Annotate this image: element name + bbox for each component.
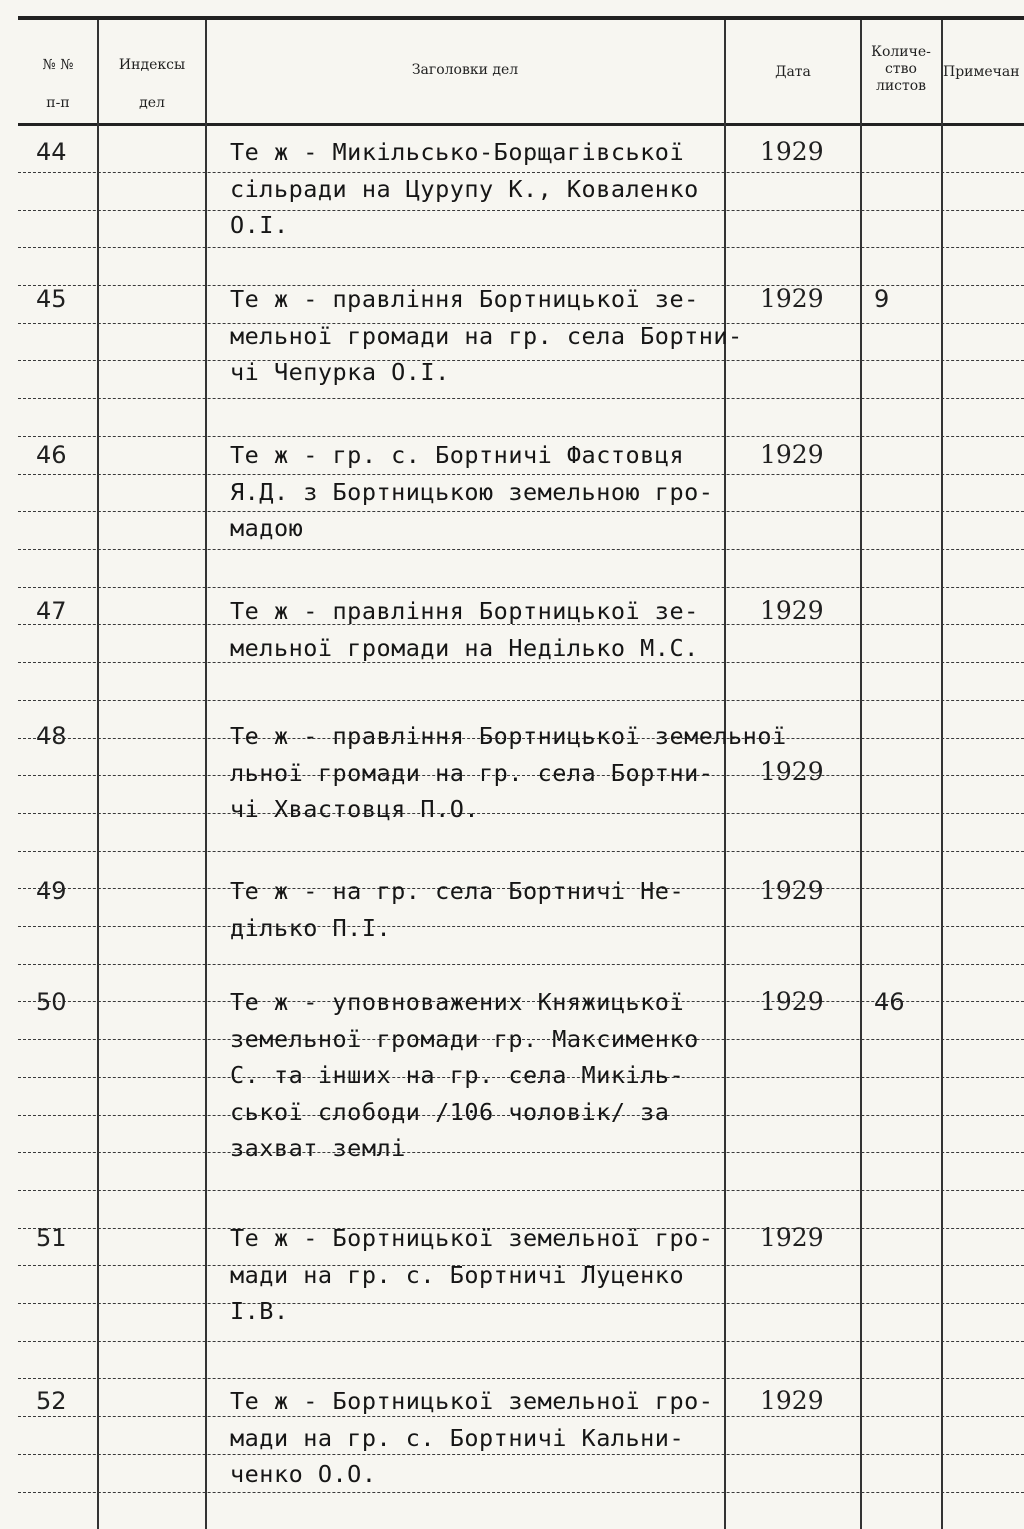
record-date: 1929 (760, 987, 824, 1016)
record-number: 52 (36, 1387, 67, 1415)
record-number: 45 (36, 285, 67, 313)
record-date: 1929 (760, 876, 824, 905)
ruled-line (18, 247, 1024, 248)
record-title-line: І.В. (230, 1297, 289, 1325)
ruled-line (18, 1378, 1024, 1379)
record-title-line: ської слободи /106 чоловік/ за (230, 1097, 670, 1126)
record-title-line: земельної громади гр. Максименко (230, 1024, 699, 1053)
record-sheet-count: 46 (874, 988, 905, 1016)
ruled-line (18, 1190, 1024, 1191)
record-date: 1929 (760, 1223, 824, 1252)
record-title-line: Те ж - Микільсько-Борщагівської (230, 138, 685, 166)
record-date: 1929 (760, 137, 824, 166)
record-title (230, 873, 790, 946)
record-date: 1929 (760, 1386, 824, 1415)
record-title (230, 1220, 790, 1330)
record-title-line: Те ж - правління Бортницької зе- (230, 597, 699, 625)
record-title (230, 593, 790, 666)
top-border (18, 16, 1024, 20)
record-title-line: Те ж - правління Бортницької земельної (230, 722, 787, 750)
ruled-line (18, 700, 1024, 701)
ruled-line (18, 398, 1024, 399)
ruled-line (18, 549, 1024, 550)
record-number: 44 (36, 138, 67, 166)
header-titles: Заголовки дел (411, 62, 519, 78)
record-title (230, 134, 790, 244)
header-date: Дата (775, 64, 811, 80)
record-title-line: льної громади на гр. села Бортни- (230, 758, 714, 787)
header-index: Индексы дел (118, 57, 186, 111)
record-title-line: Я.Д. з Бортницькою земельною гро- (230, 477, 714, 506)
record-title-line: мельної громади на Неділько М.С. (230, 633, 699, 662)
record-number: 47 (36, 597, 67, 625)
record-title (230, 1383, 790, 1493)
record-title-line: Те ж - Бортницької земельної гро- (230, 1224, 714, 1252)
record-number: 51 (36, 1224, 67, 1252)
record-date: 1929 (760, 440, 824, 469)
record-title-line: ченко О.О. (230, 1460, 377, 1488)
record-date: 1929 (760, 284, 824, 313)
record-title-line: мадою (230, 514, 304, 542)
ruled-line (18, 851, 1024, 852)
record-title (230, 281, 790, 391)
record-number: 50 (36, 988, 67, 1016)
record-title-line: Те ж - на гр. села Бортничі Не- (230, 877, 685, 905)
record-title (230, 437, 790, 547)
ruled-line (18, 964, 1024, 965)
record-title-line: мади на гр. с. Бортничі Луценко (230, 1260, 685, 1289)
record-title-line: чі Чепурка О.І. (230, 358, 450, 386)
record-title-line: захват землі (230, 1134, 406, 1162)
record-title (230, 984, 790, 1167)
record-sheet-count: 9 (874, 285, 890, 313)
record-title-line: ділько П.І. (230, 913, 392, 942)
record-title-line: мельної громади на гр. села Бортни- (230, 321, 743, 350)
record-title (230, 718, 790, 828)
record-title-line: Те ж - правління Бортницької зе- (230, 285, 699, 313)
record-title-line: Те ж - уповноважених Княжицької (230, 988, 685, 1016)
ruled-line (18, 587, 1024, 588)
record-number: 48 (36, 722, 67, 750)
header-bottom-border (18, 123, 1024, 126)
record-date: 1929 (760, 596, 824, 625)
record-title-line: чі Хвастовця П.О. (230, 795, 480, 823)
record-title-line: Те ж - гр. с. Бортничі Фастовця (230, 441, 685, 469)
header-sheet-count: Количе- ство листов (871, 44, 931, 94)
record-title-line: О.І. (230, 211, 289, 239)
record-title-line: мади на гр. с. Бортничі Кальни- (230, 1423, 685, 1452)
header-number: № № п-п (42, 57, 74, 111)
record-title-line: С. та інших на гр. села Микіль- (230, 1061, 685, 1089)
record-title-line: Те ж - Бортницької земельної гро- (230, 1387, 714, 1415)
record-number: 49 (36, 877, 67, 905)
record-title-line: сільради на Цурупу К., Коваленко (230, 174, 699, 203)
record-number: 46 (36, 441, 67, 469)
header-notes: Примечан (943, 64, 1020, 80)
record-date: 1929 (760, 757, 824, 786)
ruled-line (18, 1341, 1024, 1342)
